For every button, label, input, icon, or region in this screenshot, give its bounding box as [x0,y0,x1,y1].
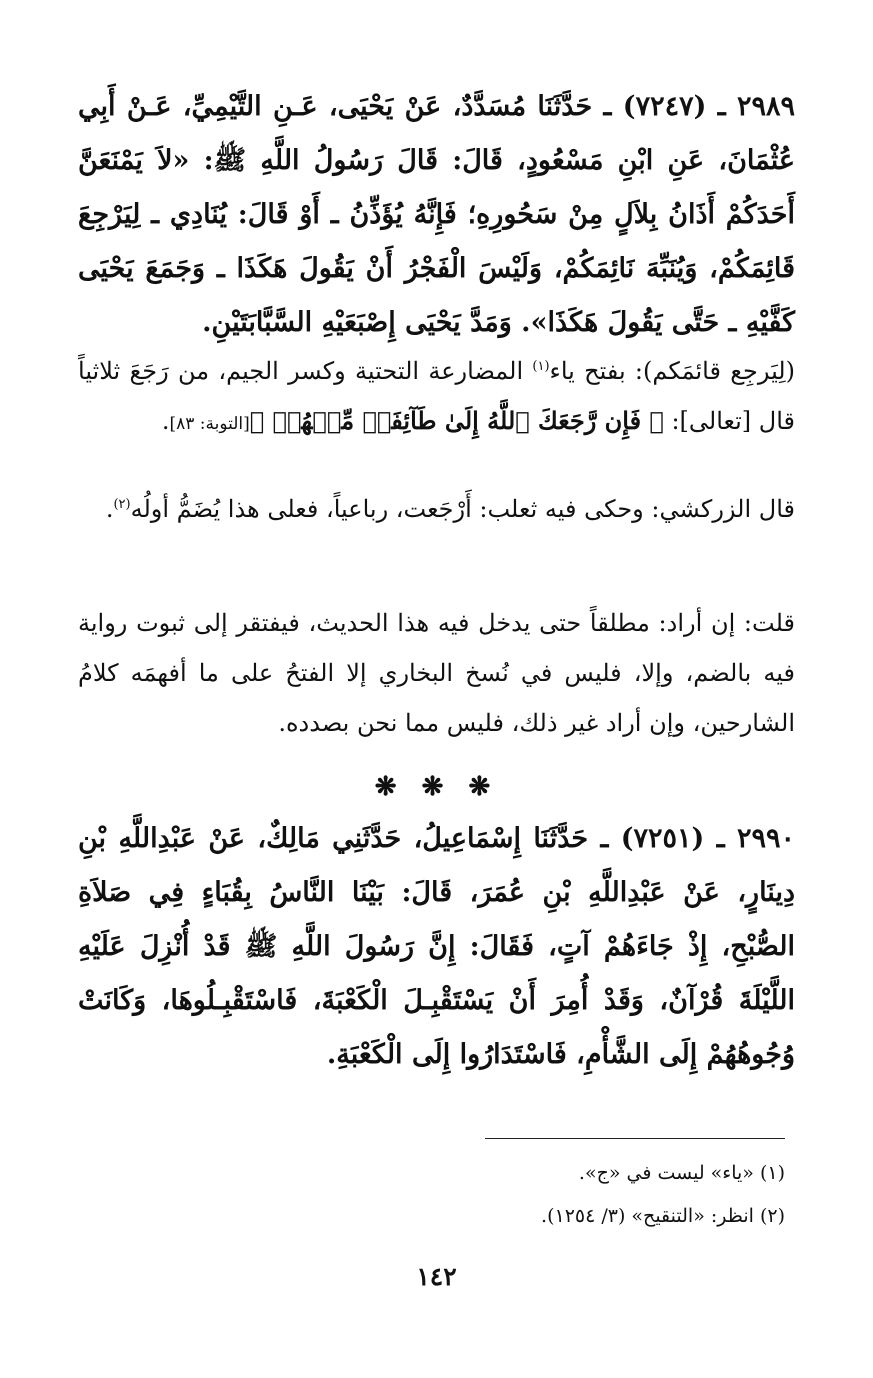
commentary-paragraph-3 [78,598,795,748]
commentary-period: . [105,495,114,523]
hadith-2989 [78,80,795,350]
hadith-text: ـ حَدَّثَنَا مُسَدَّدٌ، عَنْ يَحْيَى، عَـنِ التَّيْمِيِّ، عَـنْ أَبِي عُثْمَانَ، عَنِ ابْنِ مَسْعُودٍ، قَالَ: قَالَ رَسُولُ اللَّهِ ﷺ: «لاَ يَمْنَعَنَّ أَحَدَكُمْ أَذَانُ بِلاَلٍ مِنْ سَحُورِهِ؛ فَإِنَّهُ يُؤَذِّنُ ـ أَوْ قَالَ: يُنَادِي ـ لِيَرْجِعَ قَائِمَكُمْ، وَيُنَبِّهَ نَائِمَكُمْ، وَلَيْسَ الْفَجْرُ أَنْ يَقُولَ هَكَذَا ـ وَجَمَعَ يَحْيَى كَفَّيْهِ ـ حَتَّى يَقُولَ هَكَذَا». وَمَدَّ يَحْيَى إِصْبَعَيْهِ السَّبَّابَتَيْنِ. [78,91,796,338]
hadith-text: ـ حَدَّثَنَا إِسْمَاعِيلُ، حَدَّثَنِي مَالِكٌ، عَنْ عَبْدِاللَّهِ بْنِ دِينَارٍ، عَنْ عَبْدِاللَّهِ بْنِ عُمَرَ، قَالَ: بَيْنَا النَّاسُ بِقُبَاءٍ فِي صَلاَةِ الصُّبْحِ، إِذْ جَاءَهُمْ آتٍ، فَقَالَ: إِنَّ رَسُولَ اللَّهِ ﷺ قَدْ أُنْزِلَ عَلَيْهِ اللَّيْلَةَ قُرْآنٌ، وَقَدْ أُمِرَ أَنْ يَسْتَقْبِـلَ الْكَعْبَةَ، فَاسْتَقْبِـلُوهَا، وَكَانَتْ وُجُوهُهُمْ إِلَى الشَّأْمِ، فَاسْتَدَارُوا إِلَى الْكَعْبَةِ. [78,823,795,1070]
commentary-text: قال الزركشي: وحكى فيه ثعلب: أَرْجَعت، رباعياً، فعلى هذا يُضَمُّ أولُه [130,495,795,523]
section-separator: ❋ ❋ ❋ [374,772,499,802]
commentary-period: . [161,407,170,435]
footnote-1: (١) «ياء» ليست في «ج». [578,1162,785,1184]
hadith-number: ٢٩٨٩ ـ (٧٢٤٧) [622,91,795,122]
commentary-text: (لِيَرجِع قائمَكم): بفتح ياء [549,357,795,385]
quran-quote: ﴿ فَإِن رَّجَعَكَ ٱللَّهُ إِلَىٰ طَآئِفَةٖ مِّنۡهُمۡ ﴾ [249,406,664,435]
footnote-marker-2: (٢) [113,497,131,512]
footnote-2: (٢) انظر: «التنقيح» (٣/ ١٢٥٤). [541,1205,785,1227]
hadith-2990 [78,812,795,1082]
commentary-paragraph-1 [78,346,795,449]
page-number: ١٤٢ [416,1262,457,1291]
commentary-text: المضارعة التحتية وكسر الجيم، من رَجَعَ ثلاثياً قال [تعالى]: [78,357,795,435]
hadith-number: ٢٩٩٠ ـ (٧٢٥١) [620,823,795,854]
footnote-marker-1: (١) [532,359,550,374]
quran-reference: [التوبة: ٨٣] [169,414,250,434]
commentary-text: قلت: إن أراد: مطلقاً حتى يدخل فيه هذا الحديث، فيفتقر إلى ثبوت رواية فيه بالضم، وإلا، فليس في نُسخ البخاري إلا الفتحُ على ما أفهمَه كلامُ الشارحين، وإن أراد غير ذلك، فليس مما نحن بصدده. [78,609,795,737]
footnote-divider [485,1138,785,1139]
commentary-paragraph-2 [78,484,795,534]
